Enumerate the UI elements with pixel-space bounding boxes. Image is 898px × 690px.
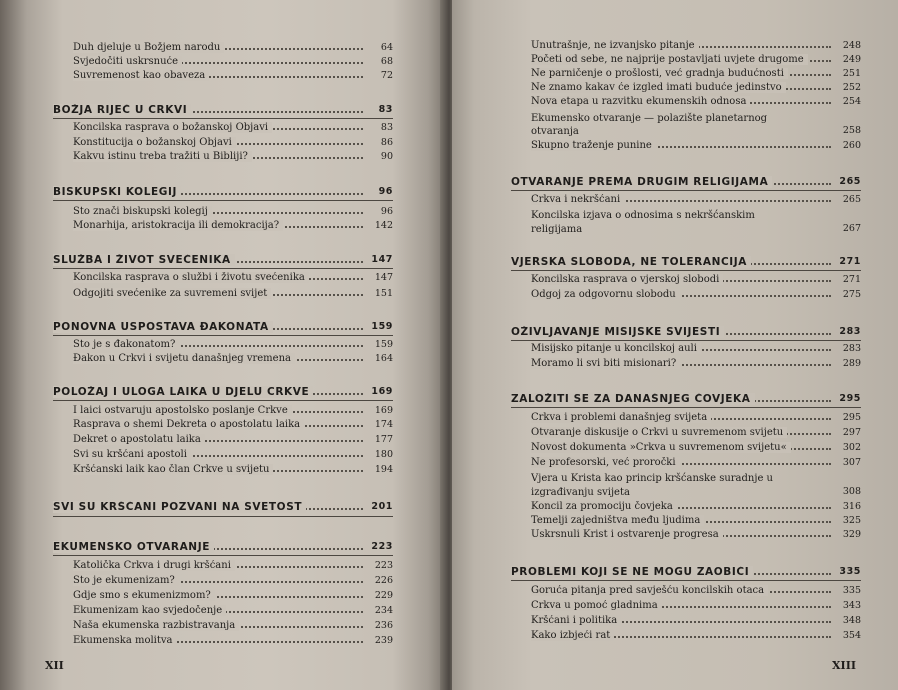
toc-entry: Konstitucija o božanskoj Objavi 86 bbox=[73, 137, 393, 148]
toc-entry: Otvaranje diskusije o Crkvi u suvremenom svijetu 297 bbox=[531, 427, 861, 438]
toc-entry: Ekumensko otvaranje — polazište planetarnog otvaranja bbox=[531, 113, 768, 137]
toc-entry: Uskrsnuli Krist i ostvarenje progresa 329 bbox=[531, 529, 861, 540]
page-number: XIII bbox=[832, 659, 856, 672]
toc-entry: Svjedočiti uskrsnuće 68 bbox=[73, 56, 393, 67]
toc-entry: Đakon u Crkvi i svijetu današnjeg vremena 164 bbox=[73, 353, 393, 364]
toc-entry: Početi od sebe, ne najprije postavljati uvjete drugome 249 bbox=[531, 54, 861, 65]
toc-entry: Crkva i problemi današnjeg svijeta 295 bbox=[531, 412, 861, 423]
toc-entry: Unutrašnje, ne izvanjsko pitanje 248 bbox=[531, 40, 861, 51]
toc-entry: Koncilska rasprava o vjerskoj slobodi 271 bbox=[531, 274, 861, 285]
toc-entry-page: 267 bbox=[842, 223, 861, 234]
toc-entry: Koncilska rasprava o božanskoj Objavi 83 bbox=[73, 122, 393, 133]
toc-entry: Goruća pitanja pred savješću koncilskih otaca 335 bbox=[531, 585, 861, 596]
toc-entry: Monarhija, aristokracija ili demokracija? 142 bbox=[73, 220, 393, 231]
toc-entry: Koncilska rasprava o službi i životu svećenika 147 bbox=[73, 272, 393, 283]
toc-entry: Moramo li svi biti misionari? 289 bbox=[531, 358, 861, 369]
section-rule bbox=[53, 400, 393, 401]
toc-entry: Crkva i nekršćani 265 bbox=[531, 194, 861, 205]
toc-entry: Misijsko pitanje u koncilskoj auli 283 bbox=[531, 343, 861, 354]
toc-entry: Naša ekumenska razbistravanja 236 bbox=[73, 620, 393, 631]
toc-entry: Dekret o apostolatu laika 177 bbox=[73, 434, 393, 445]
toc-section-title: OTVARANJE PREMA DRUGIM RELIGIJAMA 265 bbox=[511, 176, 861, 188]
section-rule bbox=[53, 516, 393, 517]
toc-entry: Katolička Crkva i drugi kršćani 223 bbox=[73, 560, 393, 571]
toc-section-title: POLOŽAJ I ULOGA LAIKA U DJELU CRKVE 169 bbox=[53, 386, 393, 398]
toc-section-title: PROBLEMI KOJI SE NE MOGU ZAOBIĆI 335 bbox=[511, 566, 861, 578]
toc-entry: Koncilska izjava o odnosima s nekršćanskim religijama bbox=[531, 210, 755, 235]
toc-entry: Što je ekumenizam? 226 bbox=[73, 575, 393, 586]
toc-entry: Crkva u pomoć gladnima 343 bbox=[531, 600, 861, 611]
section-rule bbox=[511, 190, 861, 191]
toc-entry: Koncil za promociju čovjeka 316 bbox=[531, 501, 861, 512]
toc-section-title: ZALOŽITI SE ZA DANAŠNJEG ČOVJEKA 295 bbox=[511, 393, 861, 405]
toc-section-title: EKUMENSKO OTVARANJE 223 bbox=[53, 541, 393, 553]
toc-entry: Odgoj za odgovornu slobodu 275 bbox=[531, 289, 861, 300]
toc-entry: Skupno traženje punine 260 bbox=[531, 140, 861, 151]
toc-entry: Vjera u Krista kao princip kršćanske suradnje u izgrađivanju svijeta bbox=[531, 473, 773, 498]
toc-entry-page: 308 bbox=[842, 486, 861, 497]
section-rule bbox=[511, 407, 861, 408]
toc-section-title: VJERSKA SLOBODA, NE TOLERANCIJA 271 bbox=[511, 256, 861, 268]
toc-entry: Kršćani i politika 348 bbox=[531, 615, 861, 626]
toc-entry: Što znači biskupski kolegij 96 bbox=[73, 206, 393, 217]
toc-entry: Svi su kršćani apostoli 180 bbox=[73, 449, 393, 460]
toc-entry: Suvremenost kao obaveza 72 bbox=[73, 70, 393, 81]
toc-section-title: PONOVNA USPOSTAVA ĐAKONATA 159 bbox=[53, 321, 393, 333]
toc-entry: Kakvu istinu treba tražiti u Bibliji? 90 bbox=[73, 151, 393, 162]
toc-entry: Temelji zajedništva među ljudima 325 bbox=[531, 515, 861, 526]
toc-entry: Kršćanski laik kao član Crkve u svijetu 194 bbox=[73, 464, 393, 475]
toc-entry: Novost dokumenta »Crkva u suvremenom svijetu« 302 bbox=[531, 442, 861, 453]
right-page bbox=[452, 0, 898, 690]
toc-section-title: SLUŽBA I ŽIVOT SVEĆENIKA 147 bbox=[53, 254, 393, 266]
toc-entry: Ne znamo kakav će izgled imati buduće jedinstvo 252 bbox=[531, 82, 861, 93]
toc-entry: Gdje smo s ekumenizmom? 229 bbox=[73, 590, 393, 601]
toc-section-title: SVI SU KRŠĆANI POZVANI NA SVETOST 201 bbox=[53, 501, 393, 513]
section-rule bbox=[53, 118, 393, 119]
left-page bbox=[0, 0, 446, 690]
toc-entry: Nova etapa u razvitku ekumenskih odnosa 254 bbox=[531, 96, 861, 107]
page-number: XII bbox=[45, 659, 64, 672]
toc-entry: I laici ostvaruju apostolsko poslanje Crkve 169 bbox=[73, 405, 393, 416]
toc-entry: Ne parničenje o prošlosti, već gradnja budućnosti 251 bbox=[531, 68, 861, 79]
section-rule bbox=[53, 555, 393, 556]
toc-entry: Odgojiti svećenike za suvremeni svijet 151 bbox=[73, 288, 393, 299]
toc-section-title: BISKUPSKI KOLEGIJ 96 bbox=[53, 186, 393, 198]
toc-entry: Ekumenska molitva 239 bbox=[73, 635, 393, 646]
toc-entry: Duh djeluje u Božjem narodu 64 bbox=[73, 42, 393, 53]
toc-entry: Rasprava o shemi Dekreta o apostolatu laika 174 bbox=[73, 419, 393, 430]
toc-section-title: BOŽJA RIJEČ U CRKVI 83 bbox=[53, 104, 393, 116]
section-rule bbox=[511, 580, 861, 581]
section-rule bbox=[53, 335, 393, 336]
toc-entry-page: 258 bbox=[842, 125, 861, 136]
toc-entry: Ekumenizam kao svjedočenje 234 bbox=[73, 605, 393, 616]
section-rule bbox=[53, 200, 393, 201]
section-rule bbox=[511, 340, 861, 341]
toc-entry: Kako izbjeći rat 354 bbox=[531, 630, 861, 641]
section-rule bbox=[53, 268, 393, 269]
toc-section-title: OŽIVLJAVANJE MISIJSKE SVIJESTI 283 bbox=[511, 326, 861, 338]
section-rule bbox=[511, 270, 861, 271]
toc-entry: Što je s đakonatom? 159 bbox=[73, 339, 393, 350]
toc-entry: Ne profesorski, već proročki 307 bbox=[531, 457, 861, 468]
